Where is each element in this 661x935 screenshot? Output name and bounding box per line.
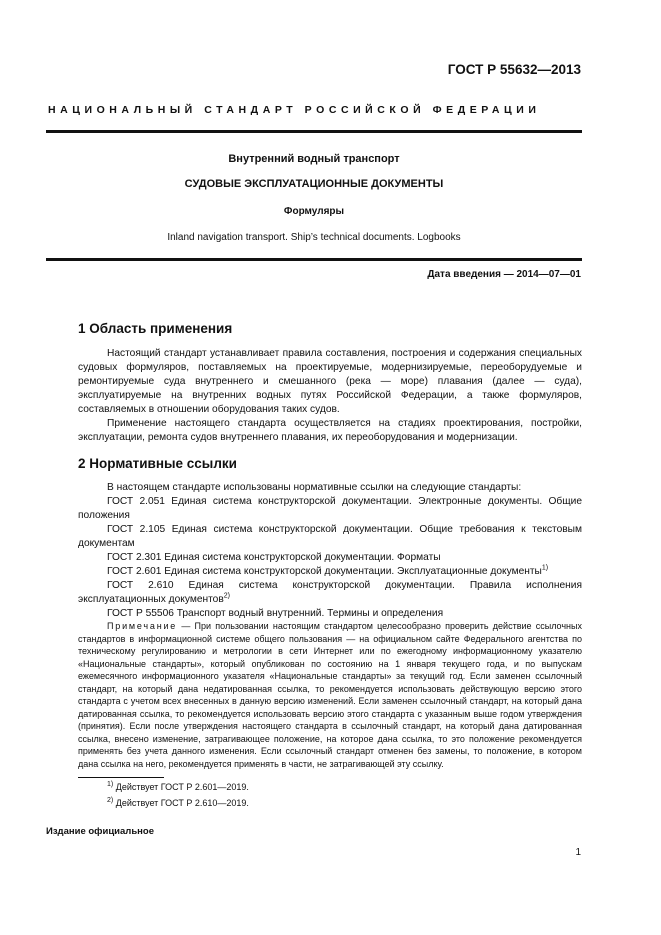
footnote-1 (78, 781, 249, 793)
reference-item (78, 607, 582, 621)
national-standard-banner: НАЦИОНАЛЬНЫЙ СТАНДАРТ РОССИЙСКОЙ ФЕДЕРАЦИИ (48, 104, 541, 116)
title-line-3: Формуляры (283, 206, 345, 217)
reference-item (78, 495, 582, 523)
title-rule (46, 258, 582, 261)
reference-footnote-mark: 1) (541, 564, 549, 572)
reference-item (78, 523, 582, 551)
document-number: ГОСТ Р 55632—2013 (447, 62, 581, 77)
footnote-separator (78, 777, 164, 778)
footnote-mark: 2) (107, 797, 114, 804)
reference-text: ГОСТ 2.051 Единая система конструкторской документации. Электронные документы. Общие положения (78, 496, 582, 521)
footnote-mark: 1) (107, 781, 114, 788)
page-number: 1 (575, 847, 581, 858)
reference-text: ГОСТ 2.601 Единая система конструкторской документации. Эксплуатационные документы (107, 566, 542, 577)
introduction-date: Дата введения — 2014—07—01 (427, 269, 581, 280)
reference-item (78, 565, 582, 579)
reference-text: ГОСТ Р 55506 Транспорт водный внутренний. Термины и определения (107, 608, 444, 619)
title-english: Inland navigation transport. Ship’s technical documents. Logbooks (167, 232, 461, 243)
reference-text: ГОСТ 2.105 Единая система конструкторской документации. Общие требования к текстовым документам (78, 524, 582, 549)
reference-text: ГОСТ 2.610 Единая система конструкторской документации. Правила исполнения эксплуатационных документов (78, 580, 582, 605)
reference-footnote-mark: 2) (223, 592, 230, 600)
section-1-body (78, 347, 582, 445)
reference-item (78, 579, 582, 607)
footnote-text: Действует ГОСТ Р 2.601—2019. (113, 782, 249, 792)
section-1-heading: 1 Область применения (78, 321, 233, 336)
footnote-text: Действует ГОСТ Р 2.610—2019. (113, 798, 249, 808)
footnote-2 (78, 797, 249, 809)
section-2-lead: В настоящем стандарте использованы нормативные ссылки на следующие стандарты: (107, 482, 522, 493)
section-1-paragraph-2: Применение настоящего стандарта осуществляется на стадиях проектирования, постройки, эксплуатации, ремонта судов внутреннего плавания, их переоборудования и модернизации. (78, 418, 582, 443)
title-line-2: СУДОВЫЕ ЭКСПЛУАТАЦИОННЫЕ ДОКУМЕНТЫ (184, 178, 444, 190)
note-text: — При пользовании настоящим стандартом целесообразно проверить действие ссылочных стандартов в информационной системе общего пользования — на официальном сайте Федерального агентства по техническому регулированию и метрологии в сети Интернет или по ежегодному информационному указателю «Национальные стандарты», который опубликован по состоянию на 1 января текущего года, и по выпускам ежемесячного информационного указателя «Национальные стандарты» за текущий год. Если заменен ссылочный стандарт, на который дана недатированная ссылка, то рекомендуется использовать действующую версию этого стандарта с учетом всех внесенных в данную версию изменений. Если заменен ссылочный стандарт, на который дана датированная ссылка, то рекомендуется использовать версию этого стандарта с указанным выше годом утверждения (принятия). Если после утверждения настоящего стандарта в ссылочный стандарт, на который дана датированная ссылка, внесено изменение, затрагивающее положение, на которое дана ссылка, то это положение рекомендуется применять без учета данного изменения. Если ссылочный стандарт отменен без замены, то положение, в котором дана ссылка на него, рекомендуется применять в части, не затрагивающей эту ссылку. (78, 621, 582, 769)
section-2-note (78, 620, 582, 770)
top-rule (46, 130, 582, 133)
reference-item (78, 551, 582, 565)
reference-text: ГОСТ 2.301 Единая система конструкторской документации. Форматы (107, 552, 441, 563)
section-1-paragraph-1: Настоящий стандарт устанавливает правила составления, построения и содержания специальных судовых формуляров, поставляемых на проектируемые, модернизируемые, переоборудуемые и ремонтируемые суда внутреннего и смешанного (река — море) плавания (далее — суда), эксплуатируемые на внутренних водных путях Российской Федерации, а также формуляров, составляемых в отношении оборудования таких судов. (78, 348, 582, 415)
official-edition-label: Издание официальное (46, 826, 154, 837)
title-line-1: Внутренний водный транспорт (228, 153, 400, 165)
section-2-body (78, 481, 582, 621)
section-2-heading: 2 Нормативные ссылки (78, 456, 237, 471)
note-label: Примечание (107, 621, 178, 631)
